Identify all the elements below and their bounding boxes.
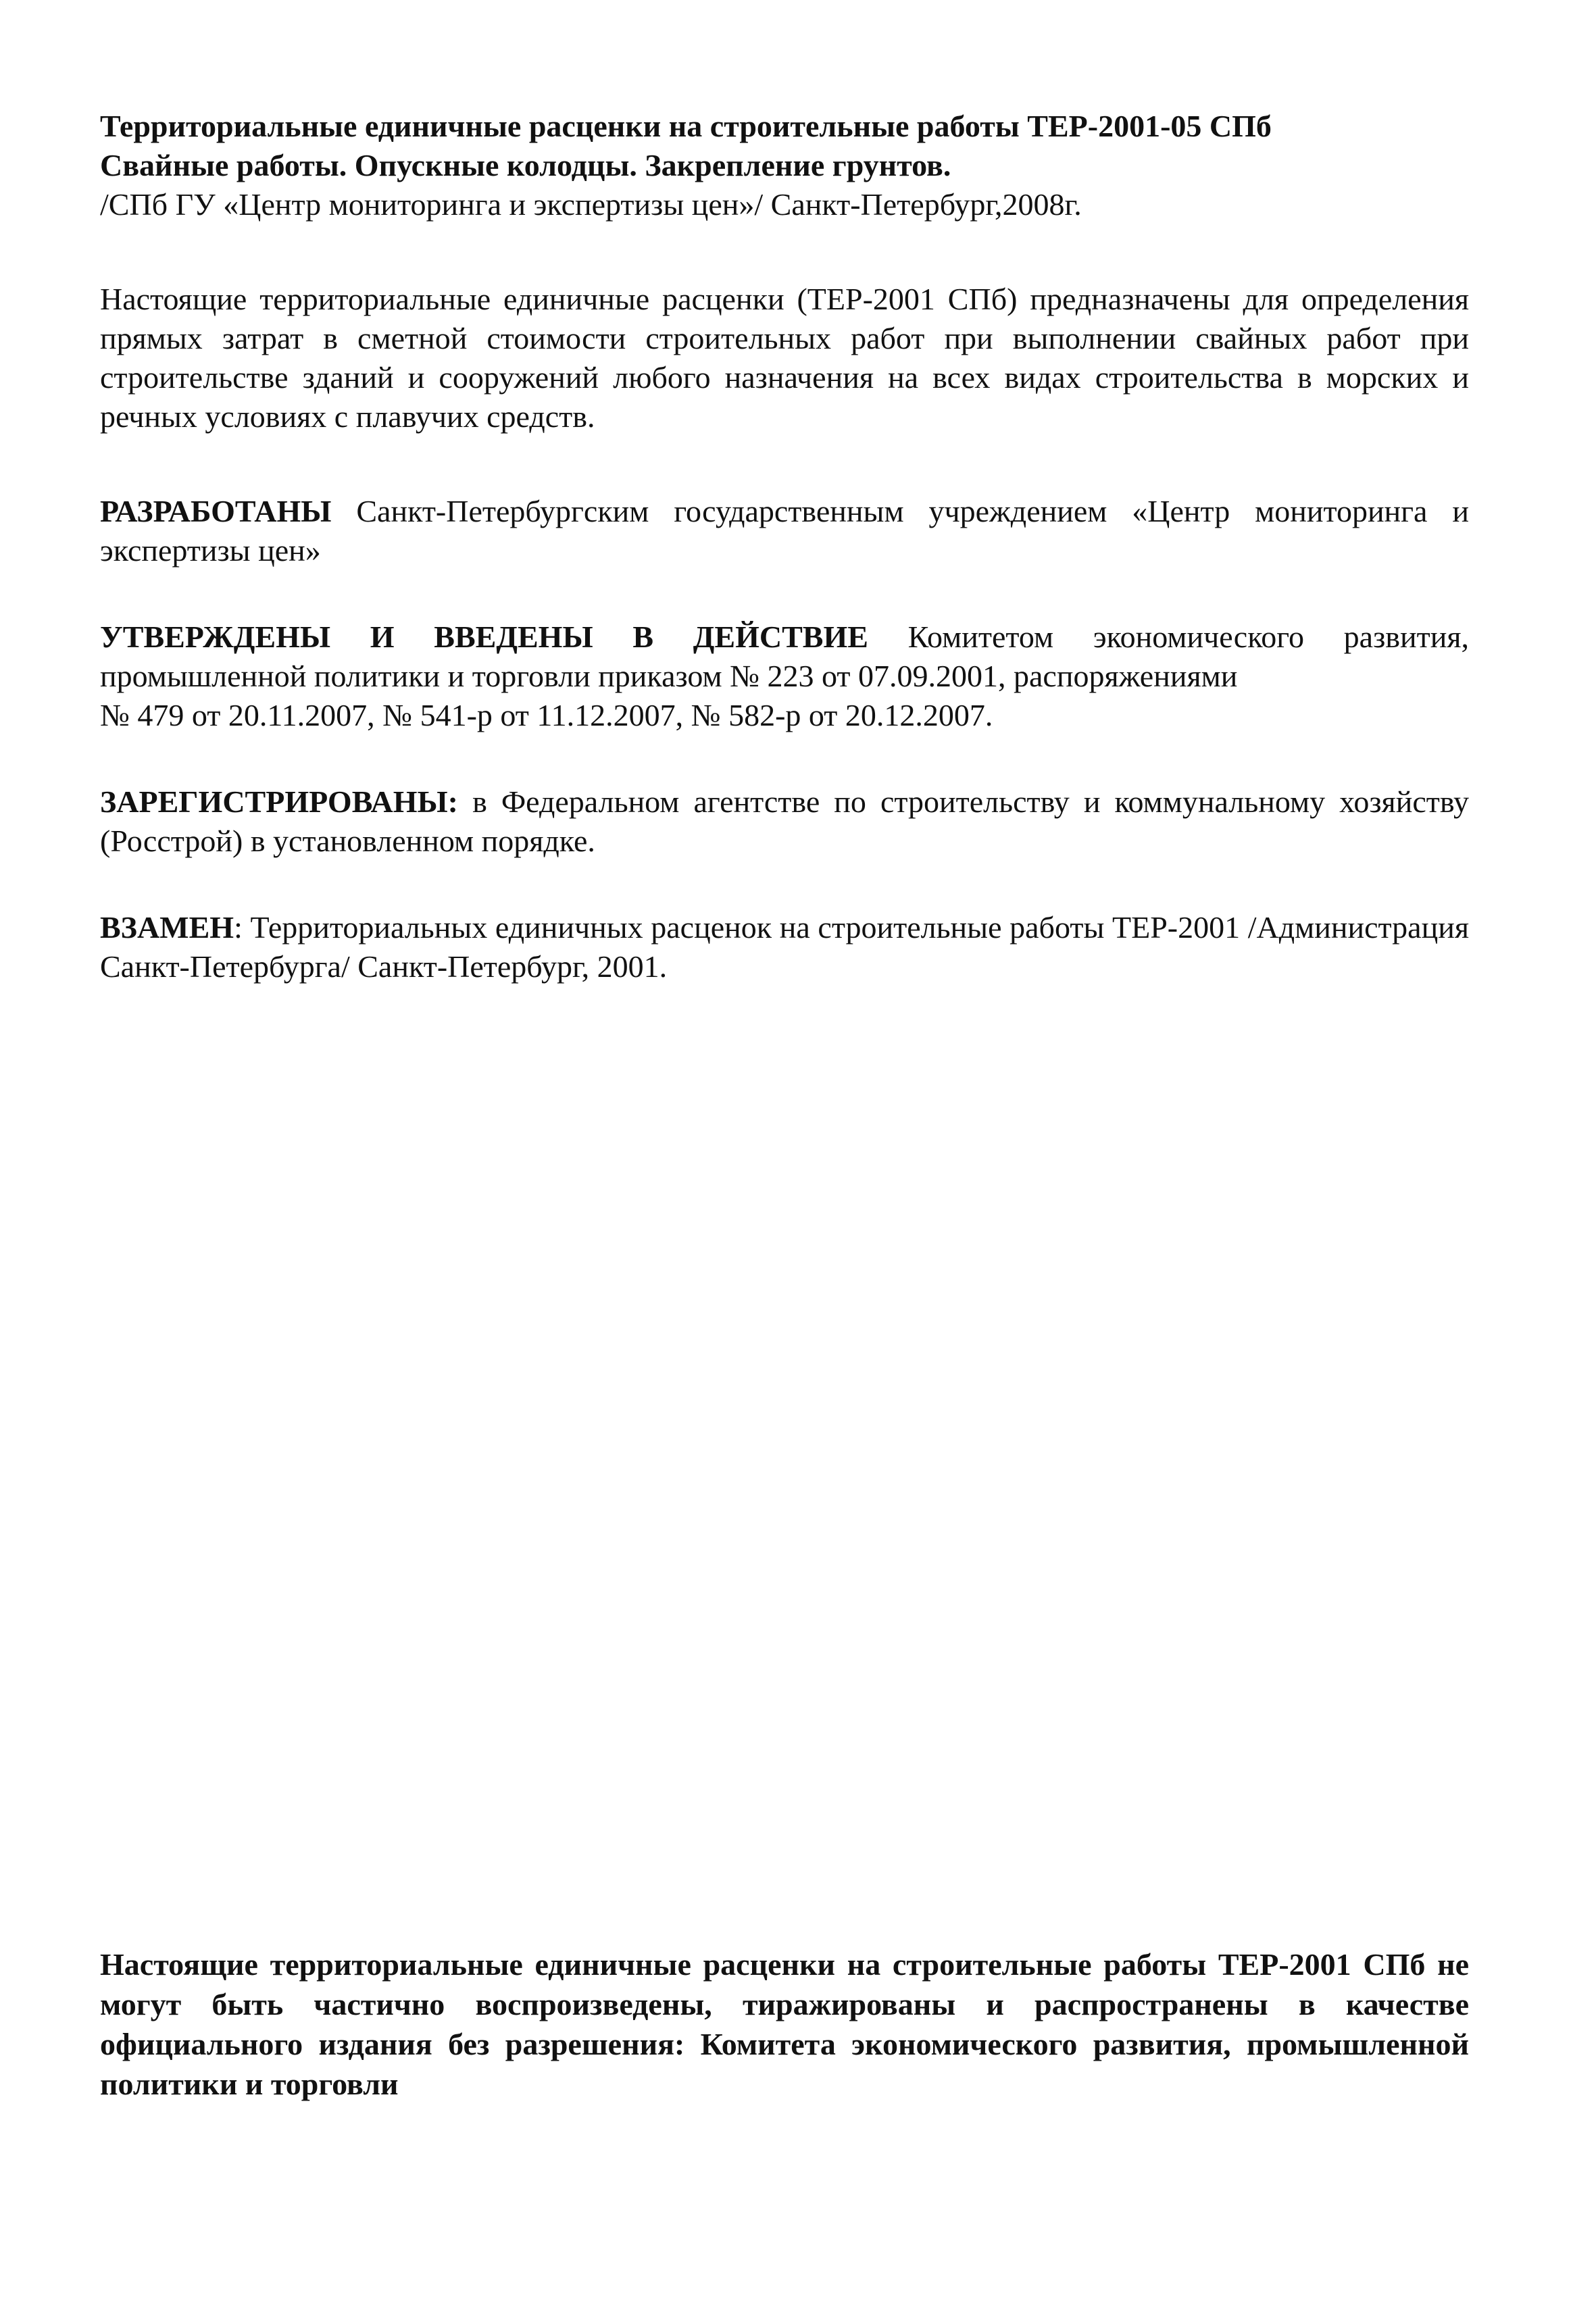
- registered-paragraph: [100, 782, 1469, 861]
- document-title-line-2: Свайные работы. Опускные колодцы. Закрепление грунтов.: [100, 148, 951, 182]
- approved-line-3: № 479 от 20.11.2007, № 541-р от 11.12.2007, № 582-р от 20.12.2007.: [100, 698, 993, 732]
- approved-paragraph: [100, 618, 1469, 735]
- approved-line-2: промышленной политики и торговли приказом № 223 от 07.09.2001, распоряжениями: [100, 659, 1238, 693]
- replaces-label: ВЗАМЕН: [100, 910, 234, 945]
- approved-text-line-1: Комитетом экономического развития,: [907, 620, 1469, 654]
- document-source-line: /СПб ГУ «Центр мониторинга и экспертизы цен»/ Санкт-Петербург,2008г.: [100, 187, 1082, 222]
- registered-label: ЗАРЕГИСТРИРОВАНЫ:: [100, 784, 458, 819]
- developed-paragraph: [100, 492, 1469, 570]
- developed-text: Санкт-Петербургским государственным учреждением «Центр мониторинга и экспертизы цен»: [100, 494, 1469, 568]
- document-title-line-1: Территориальные единичные расценки на строительные работы ТЕР-2001-05 СПб: [100, 109, 1272, 143]
- copyright-notice: Настоящие территориальные единичные расценки на строительные работы ТЕР-2001 СПб не могут быть частично воспроизведены, тиражированы и распространены в качестве официального издания без разрешения: Комитета экономического развития, промышленной политики и торговли: [100, 1947, 1469, 2101]
- replaces-text: : Территориальных единичных расценок на строительные работы ТЕР-2001 /Администрация Санкт-Петербурга/ Санкт-Петербург, 2001.: [100, 910, 1469, 984]
- approved-label: УТВЕРЖДЕНЫ И ВВЕДЕНЫ В ДЕЙСТВИЕ: [100, 620, 868, 654]
- replaces-paragraph: [100, 908, 1469, 986]
- intro-paragraph: Настоящие территориальные единичные расценки (ТЕР-2001 СПб) предназначены для определения прямых затрат в сметной стоимости строительных работ при выполнении свайных работ при строительстве зданий и сооружений любого назначения на всех видах строительства в морских и речных условиях с плавучих средств.: [100, 282, 1469, 434]
- developed-label: РАЗРАБОТАНЫ: [100, 494, 332, 528]
- registered-text: в Федеральном агентстве по строительству и коммунальному хозяйству (Росстрой) в установленном порядке.: [100, 784, 1469, 858]
- approved-line-1: [100, 618, 1469, 657]
- document-page: [100, 107, 1469, 986]
